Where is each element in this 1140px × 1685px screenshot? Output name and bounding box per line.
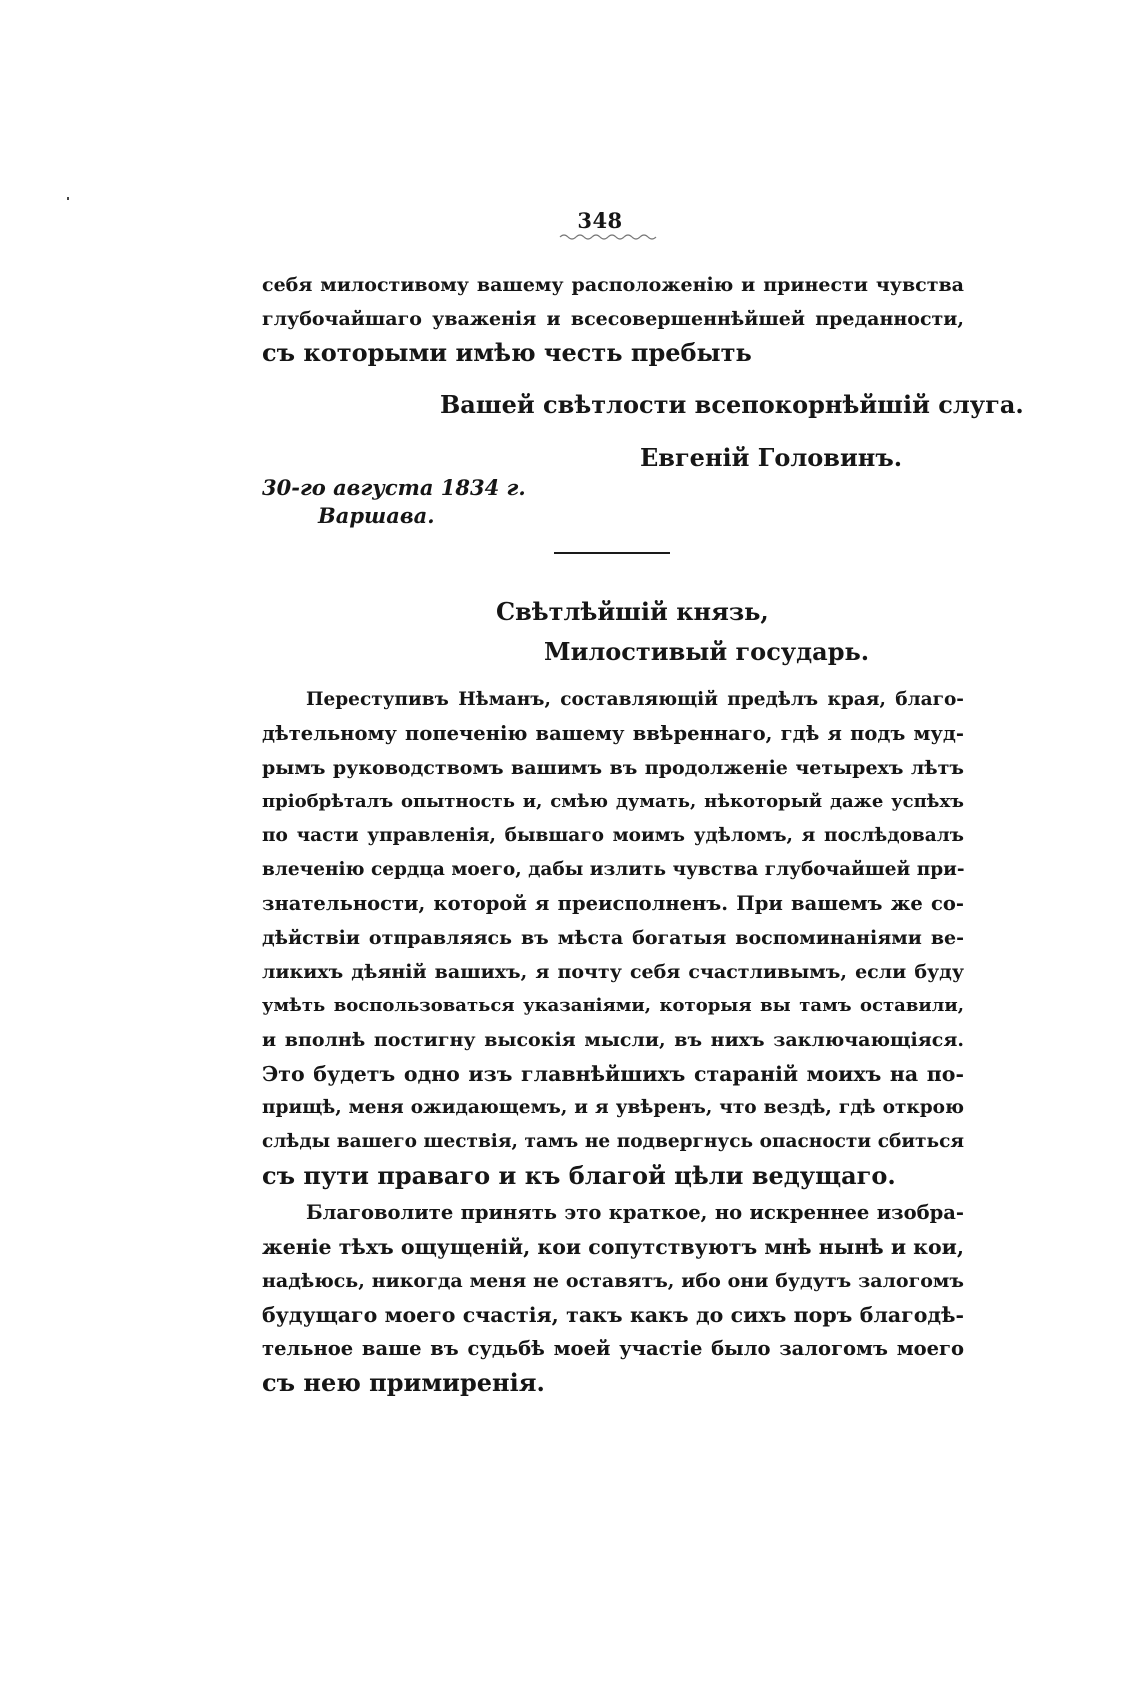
letter2-para2-line-1: Благоволите принять это краткое, но искреннее изобра- (306, 1201, 964, 1224)
letter2-para2-line-5: тельное ваше въ судьбѣ моей участіе было залогомъ моего (262, 1337, 964, 1360)
letter2-para2-line-2: женіе тѣхъ ощущеній, кои сопутствуютъ мнѣ нынѣ и кои, (262, 1235, 964, 1259)
page-number: 348 (577, 208, 623, 233)
letter2-para2-line-4: будущаго моего счастія, такъ какъ до сихъ поръ благодѣ- (262, 1303, 964, 1327)
letter2-para1-line-1: Переступивъ Нѣманъ, составляющій предѣлъ края, благо- (306, 689, 964, 710)
letter1-place: Варшава. (318, 503, 435, 528)
scan-speck (67, 197, 69, 200)
letter2-para1-line-11: и вполнѣ постигну высокія мысли, въ нихъ заключающіяся. (262, 1029, 964, 1051)
letter1-line-3: съ которыми имѣю честь пребыть (262, 338, 752, 367)
letter2-salutation-2: Милостивый государь. (544, 637, 870, 666)
letter2-para1-line-5: по части управленія, бывшаго моимъ удѣломъ, я послѣдовалъ (262, 825, 964, 846)
letter2-para1-line-4: пріобрѣталъ опытность и, смѣю думать, нѣкоторый даже успѣхъ (262, 791, 964, 812)
letter2-para1-line-12: Это будетъ одно изъ главнѣйшихъ стараній моихъ на по- (262, 1062, 964, 1086)
letter1-line-1: себя милостивому вашему расположенію и принести чувства (262, 274, 964, 296)
letter2-para1-line-6: влеченію сердца моего, дабы излить чувства глубочайшей при- (262, 859, 965, 880)
letter1-signature: Евгеній Головинъ. (640, 443, 903, 472)
letter1-closing: Вашей свѣтлости всепокорнѣйшій слуга. (440, 390, 1024, 419)
letter2-para2-line-6: съ нею примиренія. (262, 1368, 545, 1397)
letter2-para1-line-15: съ пути праваго и къ благой цѣли ведущаго. (262, 1161, 896, 1190)
page-number-flourish (558, 233, 662, 241)
letter2-para1-line-9: ликихъ дѣяній вашихъ, я почту себя счастливымъ, если буду (262, 961, 964, 983)
letter2-para1-line-2: дѣтельному попеченію вашему ввѣреннаго, гдѣ я подъ муд- (262, 722, 964, 745)
letter1-date: 30-го августа 1834 г. (262, 475, 526, 500)
letter2-para1-line-7: знательности, которой я преисполненъ. При вашемъ же со- (262, 892, 964, 915)
letter2-salutation-1: Свѣтлѣйшій князь, (496, 597, 769, 626)
letter2-para2-line-3: надѣюсь, никогда меня не оставятъ, ибо они будутъ залогомъ (262, 1270, 964, 1292)
letter1-line-2: глубочайшаго уваженія и всесовершеннѣйшей преданности, (262, 308, 964, 330)
letter2-para1-line-3: рымъ руководствомъ вашимъ въ продолженіе четырехъ лѣтъ (262, 757, 964, 779)
letter2-para1-line-14: слѣды вашего шествія, тамъ не подвергнусь опасности сбиться (262, 1131, 964, 1152)
letter2-para1-line-13: прищѣ, меня ожидающемъ, и я увѣренъ, что вездѣ, гдѣ открою (262, 1097, 964, 1118)
letter2-para1-line-10: умѣть воспользоваться указаніями, которыя вы тамъ оставили, (262, 995, 964, 1016)
letter2-para1-line-8: дѣйствіи отправляясь въ мѣста богатыя воспоминаніями ве- (262, 927, 964, 949)
section-divider (554, 552, 670, 554)
